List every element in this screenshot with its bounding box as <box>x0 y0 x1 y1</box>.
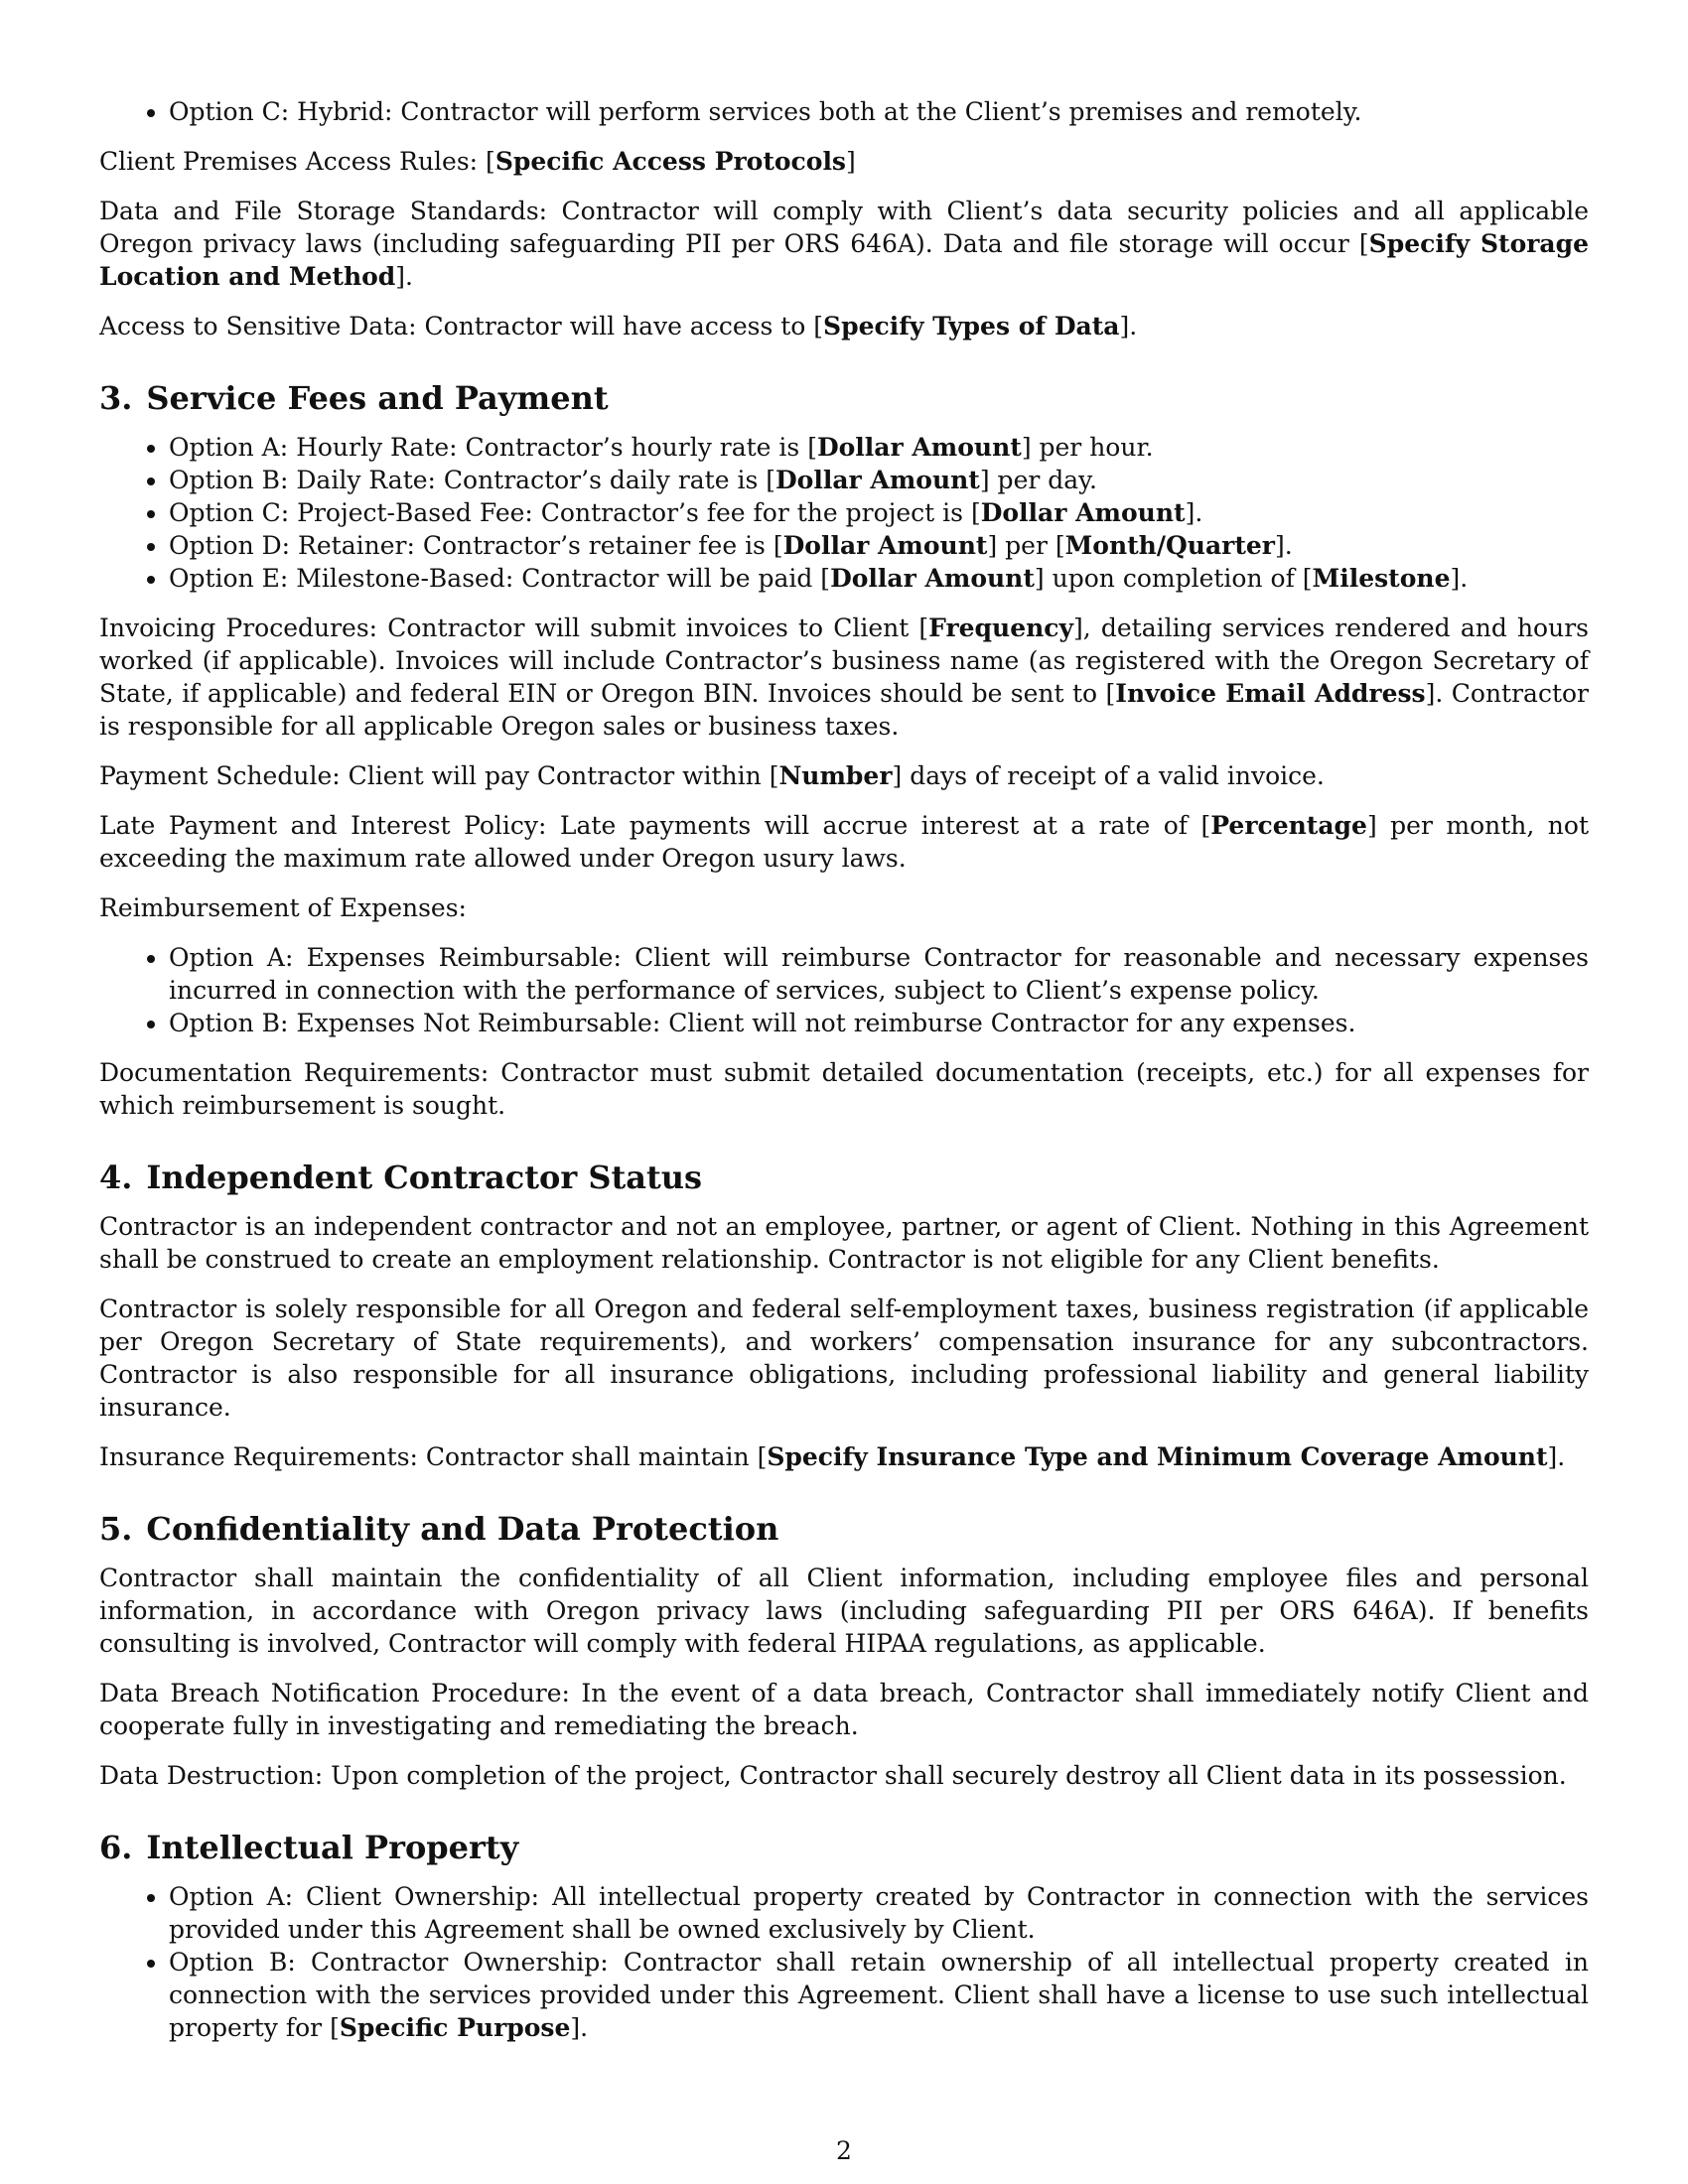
list-item: • Option B: Daily Rate: Contractor’s daily rate is [Dollar Amount] per day. <box>169 464 1589 496</box>
list-item: • Option B: Expenses Not Reimbursable: Client will not reimburse Contractor for any expenses. <box>169 1007 1589 1039</box>
list-item: • Option D: Retainer: Contractor’s retainer fee is [Dollar Amount] per [Month/Quarter]. <box>169 529 1589 562</box>
placeholder-field: Specify Insurance Type and Minimum Coverage Amount <box>767 1442 1548 1471</box>
list-item: • Option A: Client Ownership: All intellectual property created by Contractor in connection with the services provided under this Agreement shall be owned exclusively by Client. <box>169 1880 1589 1946</box>
section-heading-confidentiality: 5. Confidentiality and Data Protection <box>99 1510 779 1548</box>
placeholder-field: Percentage <box>1210 811 1367 840</box>
placeholder-field: Month/Quarter <box>1064 531 1275 560</box>
placeholder-field: Specify Types of Data <box>823 312 1120 341</box>
reimbursement-label: Reimbursement of Expenses: <box>99 893 467 922</box>
placeholder-field: Dollar Amount <box>775 466 980 494</box>
placeholder-field: Invoice Email Address <box>1115 679 1426 708</box>
paragraph: Data Destruction: Upon completion of the project, Contractor shall securely destroy all Client data in its possession. <box>99 1761 1567 1790</box>
document-page <box>99 95 1589 2061</box>
list-item: • Option C: Hybrid: Contractor will perform services both at the Client’s premises and remotely. <box>169 95 1589 128</box>
placeholder-field: Frequency <box>928 614 1074 642</box>
insurance-paragraph: Insurance Requirements: Contractor shall maintain [Specify Insurance Type and Minimum Coverage Amount]. <box>99 1442 1566 1471</box>
section-heading-fees: 3. Service Fees and Payment <box>99 379 609 417</box>
list-item: • Option A: Expenses Reimbursable: Client will reimburse Contractor for reasonable and necessary expenses incurred in connection with the performance of services, subject to Client’s expense policy. <box>169 941 1589 1007</box>
placeholder-field: Specific Purpose <box>339 2013 571 2042</box>
placeholder-field: Specific Access Protocols <box>494 147 847 176</box>
section-heading-contractor-status: 4. Independent Contractor Status <box>99 1159 703 1196</box>
placeholder-field: Specify Storage Location and Method <box>99 229 1589 291</box>
placeholder-field: Dollar Amount <box>816 433 1022 462</box>
fee-options-list <box>99 431 1589 595</box>
payment-schedule-paragraph: Payment Schedule: Client will pay Contractor within [Number] days of receipt of a valid invoice. <box>99 761 1325 790</box>
storage-paragraph: Data and File Storage Standards: Contractor will comply with Client’s data security policies and all applicable Oregon privacy laws (including safeguarding PII per ORS 646A). Data and file storage will occur [Specify Storage Location and Method]. <box>99 197 1589 291</box>
placeholder-field: Number <box>778 761 893 790</box>
placeholder-field: Dollar Amount <box>782 531 988 560</box>
work-location-options <box>99 95 1589 128</box>
documentation-paragraph: Documentation Requirements: Contractor must submit detailed documentation (receipts, etc.) for all expenses for which reimbursement is sought. <box>99 1058 1589 1120</box>
placeholder-field: Milestone <box>1312 564 1451 593</box>
sensitive-data-paragraph: Access to Sensitive Data: Contractor will have access to [Specify Types of Data]. <box>99 312 1138 341</box>
late-payment-paragraph: Late Payment and Interest Policy: Late payments will accrue interest at a rate of [Percentage] per month, not exceeding the maximum rate allowed under Oregon usury laws. <box>99 811 1589 873</box>
list-item: • Option E: Milestone-Based: Contractor will be paid [Dollar Amount] upon completion of [Milestone]. <box>169 562 1589 595</box>
page-number: 2 <box>836 2136 852 2165</box>
list-item: • Option A: Hourly Rate: Contractor’s hourly rate is [Dollar Amount] per hour. <box>169 431 1589 464</box>
placeholder-field: Dollar Amount <box>980 498 1186 527</box>
access-rules-paragraph: Client Premises Access Rules: [Specific Access Protocols] <box>99 147 856 176</box>
paragraph: Data Breach Notification Procedure: In the event of a data breach, Contractor shall immediately notify Client and cooperate fully in investigating and remediating the breach. <box>99 1679 1589 1740</box>
ip-options-list <box>99 1880 1589 2044</box>
reimbursement-options-list <box>99 941 1589 1039</box>
list-item: • Option B: Contractor Ownership: Contractor shall retain ownership of all intellectual property created in connection with the services provided under this Agreement. Client shall have a license to use such intellectual property for [Specific Purpose]. <box>169 1946 1589 2044</box>
paragraph: Contractor is solely responsible for all Oregon and federal self-employment taxes, business registration (if applicable per Oregon Secretary of State requirements), and workers’ compensation insurance for any subcontractors. Contractor is also responsible for all insurance obligations, including professional liability and general liability insurance. <box>99 1295 1589 1422</box>
paragraph: Contractor shall maintain the confidentiality of all Client information, including employee files and personal information, in accordance with Oregon privacy laws (including safeguarding PII per ORS 646A). If benefits consulting is involved, Contractor will comply with federal HIPAA regulations, as applicable. <box>99 1564 1589 1658</box>
placeholder-field: Dollar Amount <box>830 564 1035 593</box>
list-item: • Option C: Project-Based Fee: Contractor’s fee for the project is [Dollar Amount]. <box>169 496 1589 529</box>
invoicing-paragraph: Invoicing Procedures: Contractor will submit invoices to Client [Frequency], detailing services rendered and hours worked (if applicable). Invoices will include Contractor’s business name (as registered with the Oregon Secretary of State, if applicable) and federal EIN or Oregon BIN. Invoices should be sent to [Invoice Email Address]. Contractor is responsible for all applicable Oregon sales or business taxes. <box>99 614 1589 741</box>
paragraph: Contractor is an independent contractor and not an employee, partner, or agent of Client. Nothing in this Agreement shall be construed to create an employment relationship. Contractor is not eligible for any Client benefits. <box>99 1212 1589 1274</box>
section-heading-intellectual-property: 6. Intellectual Property <box>99 1829 519 1866</box>
